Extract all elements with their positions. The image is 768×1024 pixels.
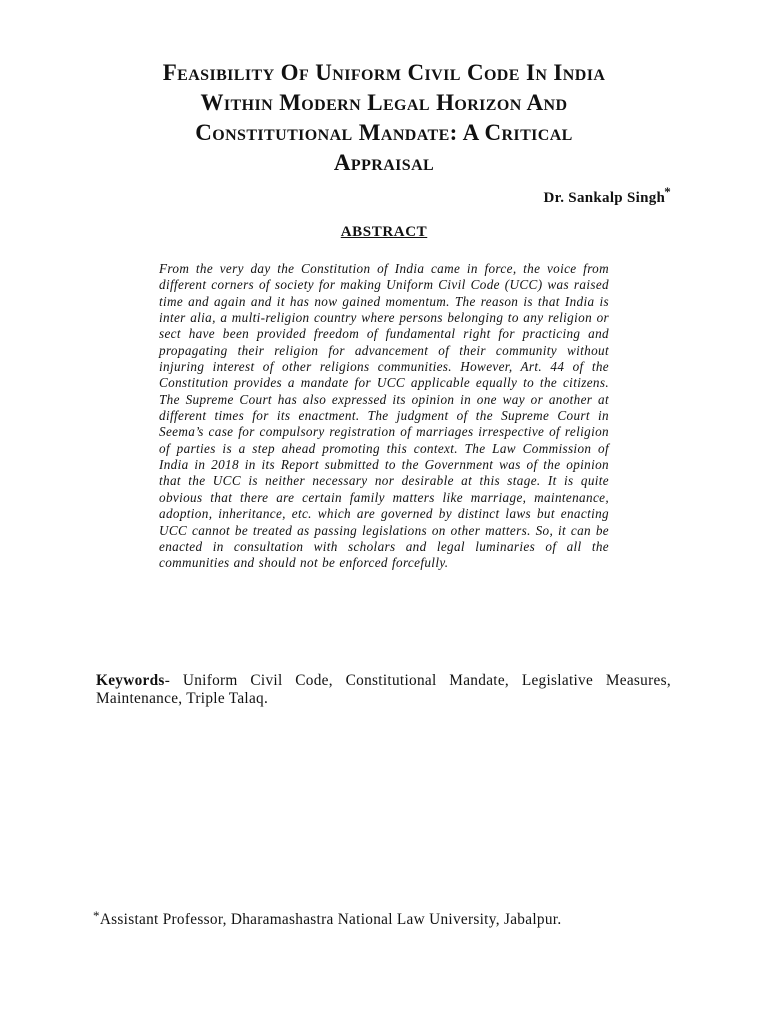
footnote-text: Assistant Professor, Dharamashastra National Law University, Jabalpur. bbox=[99, 911, 562, 928]
title-line: Constitutional Mandate: A Critical bbox=[195, 120, 573, 145]
keywords bbox=[96, 672, 671, 708]
author-line bbox=[543, 184, 671, 207]
title-line: Appraisal bbox=[333, 150, 435, 175]
keywords-text: - Uniform Civil Code, Constitutional Mandate, Legislative Measures, Maintenance, Triple Talaq. bbox=[96, 672, 671, 707]
title-line: Feasibility Of Uniform Civil Code In India bbox=[162, 60, 606, 85]
author-footnote-marker: * bbox=[664, 184, 671, 199]
abstract-heading bbox=[0, 224, 768, 241]
abstract-body: From the very day the Constitution of India came in force, the voice from different corners of society for making Uniform Civil Code (UCC) was raised time and again and it has now gained momentum. The reason is that India is inter alia, a multi-religion country where persons belonging to any religion or sect have been provided freedom of fundamental right for practicing and propagating their religion for advancement of their community without injuring interest of other religions communities. However, Art. 44 of the Constitution provides a mandate for UCC applicable equally to the citizens. The Supreme Court has also expressed its opinion in one way or another at different times for its enactment. The judgment of the Supreme Court in Seema’s case for compulsory registration of marriages irrespective of religion of parties is a step ahead promoting this context. The Law Commission of India in 2018 in its Report submitted to the Government was of the opinion that the UCC is neither necessary nor desirable at this stage. It is quite obvious that there are certain family matters like marriage, maintenance, adoption, inheritance, etc. which are governed by distinct laws but enacting UCC cannot be treated as passing legislations on other matters. So, it can be enacted in consultation with scholars and legal luminaries of all the communities and should not be enforced forcefully. bbox=[159, 261, 609, 571]
abstract-heading-text: ABSTRACT bbox=[340, 224, 428, 240]
paper-title bbox=[96, 58, 672, 178]
author-name: Dr. Sankalp Singh bbox=[543, 190, 666, 206]
footnote-marker: * bbox=[93, 908, 100, 923]
keywords-label: Keywords bbox=[96, 672, 165, 689]
title-line: Within Modern Legal Horizon And bbox=[200, 90, 568, 115]
footnote bbox=[93, 908, 683, 929]
